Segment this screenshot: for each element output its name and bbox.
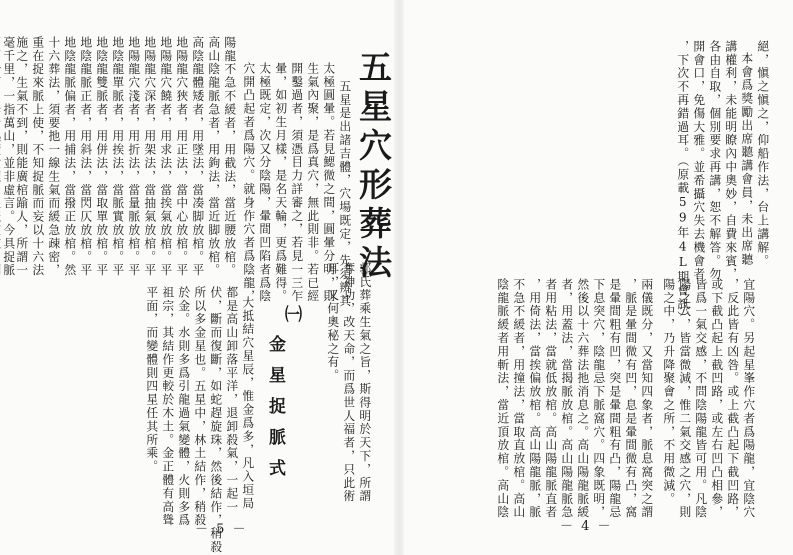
text-column: 宜陽穴。另起星峯作穴者爲陽龍，宜陰穴 [741, 278, 756, 520]
text-column: ，用倚法，當挨偏放棺。高山陽龍脈，脈 [527, 278, 542, 520]
text-column: 地陽龍穴深者，用架法，當抽氣放棺。平 [142, 36, 157, 278]
text-column: ，脈是暈間微有凹，息是暈間微有凸，窩 [623, 278, 638, 520]
text-column: 十六葬法，須要扡一線生氣而緩急疎密， [46, 36, 61, 278]
text-column: 重在捉來脈上使，不知捉脈而妄以十六法 [30, 36, 45, 278]
text-column: 地陽龍穴饒者，用求法，當挨氣放棺。平 [158, 36, 173, 278]
text-column: 暈，如初生月樣，是名天輪，更爲難得。 [273, 62, 288, 304]
text-column: 兩儀既分，又當知四象者，脈息窩突之謂 [639, 278, 654, 520]
text-column: 陽之中，乃升降聚會之所，不用微減。 [661, 278, 676, 506]
page-title: 五星穴形葬法 [354, 50, 393, 284]
text-column: 者，用蓋法，當揭脈放棺。高山陽龍脈急 [559, 278, 574, 520]
text-column: 於金。水則多爲引龍過氣變體，火則多爲 [176, 286, 191, 528]
text-column: 高山陰龍脈急者，用鉤法，當近脚放棺。 [206, 36, 221, 278]
text-column: 地陰龍脈偏者，用捕法，當撥正放棺。然 [62, 36, 77, 278]
text-column: 生氣內聚，是爲真穴，無此則非。若已經 [305, 62, 320, 304]
text-column: 或下截凸起上截凹路，或左右凹凸相參， [709, 278, 724, 520]
text-column: 絕，愼之愼之，仰船作法，台上講解。 [755, 40, 770, 268]
text-column: ，下次不再錯過耳。（原載59年4L期會訊） [675, 40, 690, 325]
section-number: ㈠ [281, 305, 301, 336]
text-column: 祖宗，其結作更較於木土。金正體有高聳 [160, 286, 175, 528]
text-column: 太極圓暈。若見鰓微之間，圓暈分明，則 [321, 62, 336, 304]
text-column: 平面，而變體則四星任其所乘。 [144, 286, 159, 474]
text-column: 地陰龍雙脈者，用併法，當取單放棺。平 [94, 36, 109, 278]
book-gutter [394, 0, 404, 555]
text-column: 本會爲獎勵出席聽講會員，未出席聽 [739, 52, 754, 267]
text-column: 皆爲一氣交感，不問陰陽龍皆可用。凡陰 [693, 278, 708, 520]
text-column: 高陰龍體矮者，用墜法，當凑脚放棺。平 [190, 36, 205, 278]
text-column: 是暈間粗有凹，突是暈間粗有凸，陽龍忌 [607, 278, 622, 520]
page-number: － 4 － [560, 519, 613, 534]
text-column: 不急不緩者，用撞法，當取直放棺。高山 [511, 278, 526, 520]
text-column: 下息突穴，陰龍忌下脈窩穴。四象既明， [591, 278, 606, 520]
text-column: 地陰龍脈正者，用斜法，當閃仄放棺。平 [78, 36, 93, 278]
text-column: 大抵結穴星辰，惟金爲多，凡入垣局 [240, 296, 255, 511]
text-column: 太極既定，次又分陰陽，暈間凹陷者爲陰 [257, 62, 272, 304]
text-column: 然後以十六葬法扡消息之。高山陽龍脈緩 [575, 278, 590, 520]
text-column: 伏，斷而復斷，如蛇趕旋珠，然後結作，稍殺 [208, 286, 223, 554]
text-column: 開鑿過者，須憑目力詳審之，若見一三乍 [289, 62, 304, 304]
text-column: 陰龍脈緩者用斬法，當近頂放棺。高山陰 [495, 278, 510, 520]
text-column: 講權利，未能明瞭內中奧妙，自費來賓， [723, 40, 738, 282]
text-column: 開會口，免傷大雅。並希攝穴失去機會者 [691, 40, 706, 282]
text-column: 施之，生氣不到，則能廣棺踰人，所謂一 [14, 36, 29, 278]
text-column: 毫千里，一指萬山，並非虛言。今具捉脈 [1, 36, 16, 278]
page-number: － 5 － [195, 522, 248, 537]
section-heading: 金星捉脈式 [265, 335, 285, 490]
text-column: 五星是出諸吉體，穴場既定，先須辨其 [337, 80, 352, 308]
text-column: 郭氏葬乘生氣之旨，斯得明於天下，所謂 [357, 262, 372, 504]
text-column: 所以多金星也。五星中，林土結作，稍殺 [192, 286, 207, 528]
text-column: 地陰龍單脈者，用挨法，當脈實放棺。平 [110, 36, 125, 278]
text-column: 都是高山卸落平洋，退卸殺氣，一起一 [224, 286, 239, 514]
text-column: 地陽龍穴狹者，用正法，當中心放棺。平 [174, 36, 189, 278]
text-column: 陽龍不急不緩者，用截法，當近腰放棺。 [222, 36, 237, 278]
text-column: 地陽龍穴淺者，用折法，當量脈放棺。平 [126, 36, 141, 278]
text-column: 奪神功，改天命，而爲世人福者，只此術 [341, 262, 356, 504]
text-column: 陽之穴，皆當微減，惟二氣交感之穴，則 [677, 278, 692, 520]
text-column: 穴開凸起者爲陽穴。就身作穴者爲陰龍， [241, 62, 256, 304]
text-column: ，反此皆有凶咎。或上截凸起下截凹路， [725, 278, 740, 520]
text-column: 耳，又何奧秘之有。 [325, 262, 340, 383]
text-column: 者用粘法，當就低放棺。高山陽龍脈直者 [543, 278, 558, 520]
text-column: 各由自取，個別要求再講，恕不解答。勿 [707, 40, 722, 282]
